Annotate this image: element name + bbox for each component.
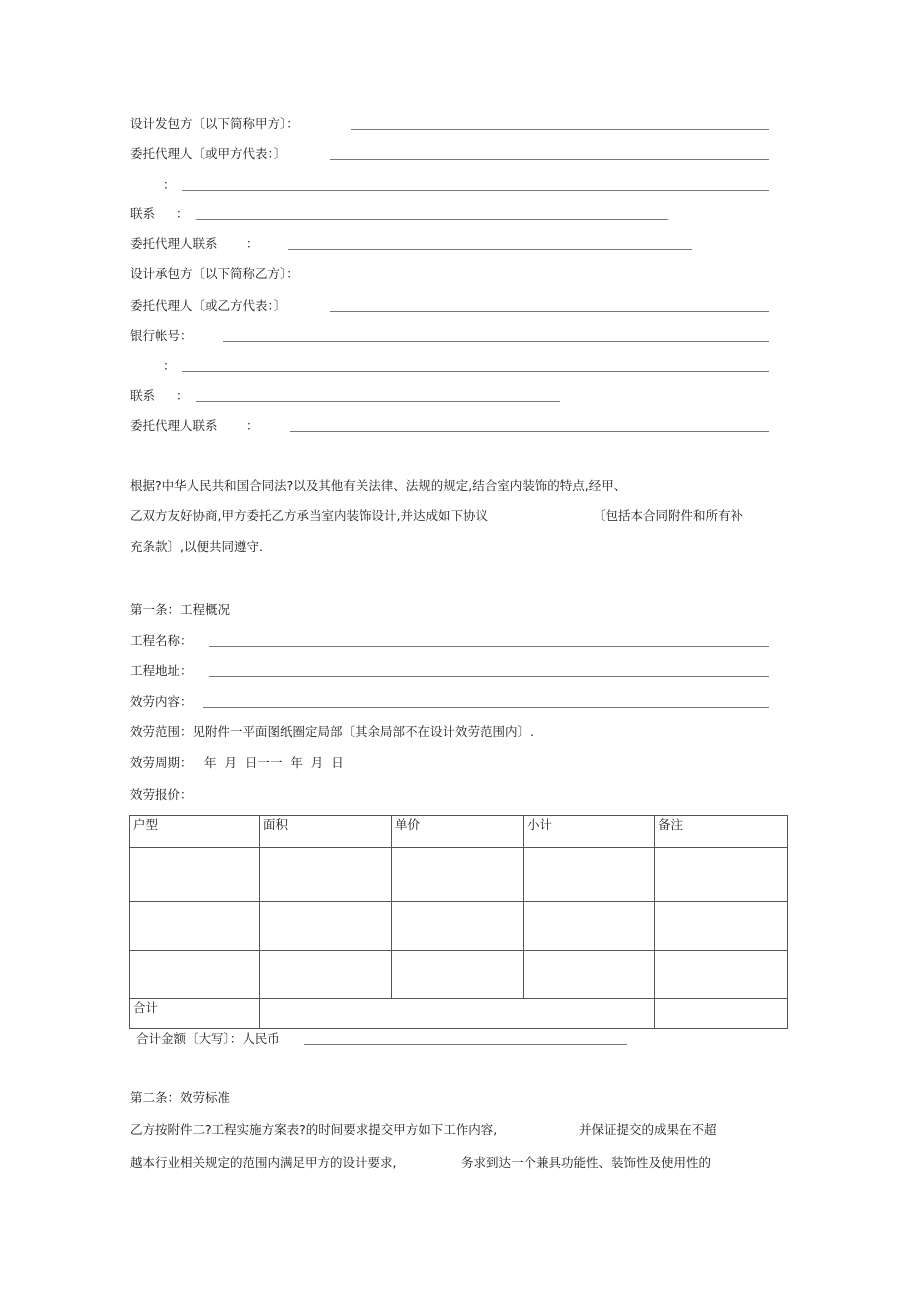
table-header-row [130,816,788,848]
party-b-agent-contact-colon: ： [246,418,259,433]
party-a-contact-colon: ： [176,206,189,221]
party-a-contact-blank[interactable] [196,219,668,220]
total-amount-label: 合计金额〔大写〕：人民币 [136,1031,280,1046]
intro-line-2a: 乙双方友好协商,甲方委托乙方承当室内装饰设计,并达成如下协议 [130,508,488,523]
party-b-bank-label: 银行帐号： [130,328,193,343]
party-a-agent-blank[interactable] [330,159,769,160]
table-cell[interactable] [130,848,260,902]
party-b-bank-blank[interactable] [223,341,769,342]
table-row [130,951,788,999]
table-cell[interactable] [130,951,260,999]
party-a-contact-label: 联系 [130,206,156,221]
party-a-agent-contact-label: 委托代理人联系 [130,236,218,251]
quote-table [129,815,788,1029]
table-header-cell: 小计 [524,816,655,848]
party-b-label: 设计承包方〔以下简称乙方〕： [130,266,299,281]
service-scope: 效劳范围：见附件一平面图纸圈定局部〔其余局部不在设计效劳范围内〕. [130,724,534,739]
table-row [130,902,788,951]
article-2-line-1a: 乙方按附件二?工程实施方案表?的时间要求提交甲方如下工作内容, [130,1122,498,1137]
article-2-line-1b: 并保证提交的成果在不超 [579,1122,717,1137]
project-address-blank[interactable] [209,676,769,677]
article-2-line-2b: 务求到达一个兼具功能性、装饰性及使用性的 [461,1155,712,1170]
party-a-agent-contact-colon: ： [246,236,259,251]
table-cell[interactable] [524,902,655,951]
party-b-agent-blank[interactable] [330,311,769,312]
party-a-agent-label: 委托代理人〔或甲方代表：〕 [130,146,287,161]
party-a-label: 设计发包方〔以下简称甲方〕： [130,116,299,131]
table-cell[interactable] [524,848,655,902]
table-cell[interactable] [392,902,524,951]
intro-line-2b: 〔包括本合同附件和所有补 [593,508,744,523]
table-cell[interactable] [260,848,392,902]
table-cell[interactable] [655,951,788,999]
party-b-agent-contact-label: 委托代理人联系 [130,418,218,433]
project-name-label: 工程名称： [130,633,193,648]
party-b-contact-blank[interactable] [196,401,560,402]
service-content-label: 效劳内容： [130,694,193,709]
article-2-line-2a: 越本行业相关规定的范围内满足甲方的设计要求, [130,1155,397,1170]
intro-line-3: 充条款〕,以便共同遵守. [130,539,263,554]
project-address-label: 工程地址： [130,663,193,678]
table-header-cell: 面积 [260,816,392,848]
project-name-blank[interactable] [209,646,769,647]
party-b-colon: ： [163,358,176,373]
party-b-extra-blank[interactable] [182,371,769,372]
table-header-cell: 单价 [392,816,524,848]
party-b-contact-colon: ： [176,388,189,403]
table-row [130,848,788,902]
table-total-label: 合计 [130,999,260,1029]
table-header-cell: 备注 [655,816,788,848]
party-b-agent-label: 委托代理人〔或乙方代表：〕 [130,298,287,313]
total-amount-blank[interactable] [304,1044,627,1045]
table-cell[interactable] [130,902,260,951]
party-a-colon: ： [163,177,176,192]
service-content-blank[interactable] [203,707,769,708]
service-period-value: 年 月 日一一 年 月 日 [204,755,344,770]
table-cell[interactable] [260,951,392,999]
table-cell[interactable] [392,848,524,902]
table-cell[interactable] [392,951,524,999]
party-a-blank[interactable] [351,129,769,130]
service-period-label: 效劳周期： [130,755,193,770]
article-2-title: 第二条：效劳标准 [130,1090,231,1105]
table-header-cell: 户型 [130,816,260,848]
table-total-row [130,999,788,1029]
intro-line-1: 根据?中华人民共和国合同法?以及其他有关法律、法规的规定,结合室内装饰的特点,经甲、 [130,478,627,493]
article-1-title: 第一条：工程概况 [130,602,231,617]
table-cell[interactable] [655,902,788,951]
party-a-agent-contact-blank[interactable] [288,249,692,250]
party-b-agent-contact-blank[interactable] [290,431,769,432]
table-cell[interactable] [524,951,655,999]
party-a-extra-blank[interactable] [182,190,769,191]
table-total-value[interactable] [260,999,655,1029]
table-cell[interactable] [655,848,788,902]
table-total-note[interactable] [655,999,788,1029]
service-quote-label: 效劳报价： [130,787,193,802]
party-b-contact-label: 联系 [130,388,156,403]
table-cell[interactable] [260,902,392,951]
